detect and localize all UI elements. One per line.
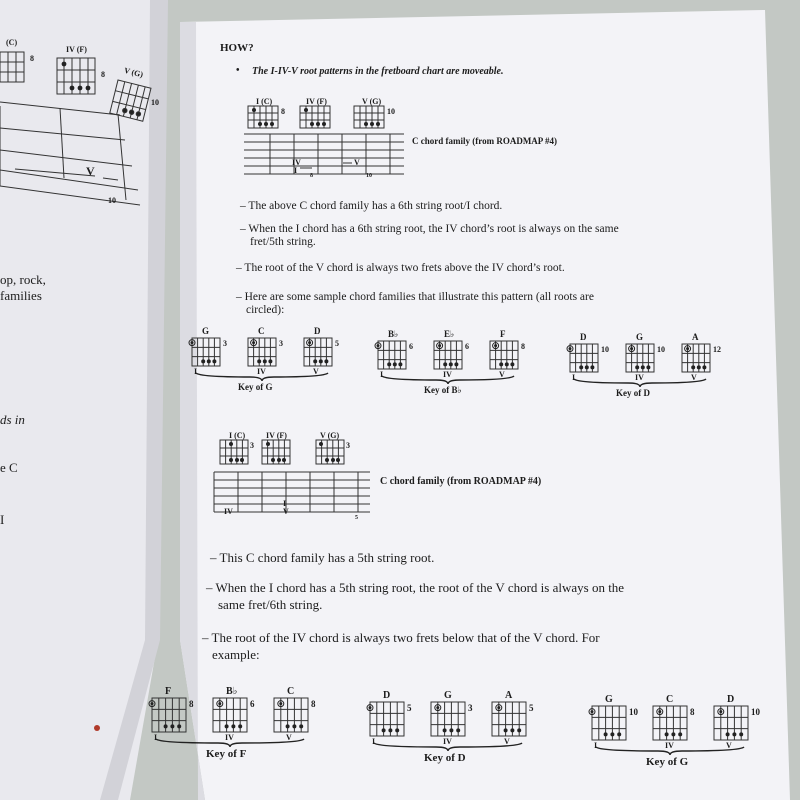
- chord-numeral: I: [594, 741, 598, 750]
- chord-numeral: I: [380, 370, 384, 379]
- chord-fret: 6: [465, 342, 469, 351]
- bullet-text: The I-IV-V root patterns in the fretboard chart are moveable.: [252, 66, 504, 77]
- chord-fret: 10: [601, 345, 609, 354]
- chord-name: B♭: [226, 686, 238, 697]
- top-board-label-v: V: [354, 158, 360, 167]
- chord-diagram-2-1: [653, 706, 687, 740]
- chord-name: E♭: [444, 329, 455, 339]
- top-chord-fret-1: 8: [281, 107, 285, 116]
- chord-name: A: [505, 690, 513, 701]
- chord-name: D: [580, 332, 587, 342]
- chord-numeral: I: [372, 737, 376, 746]
- chord-fret: 6: [409, 342, 413, 351]
- chord-diagram-0-1: [213, 698, 247, 732]
- left-fret-1: 8: [30, 54, 34, 63]
- text-line-2a: – When the I chord has a 6th string root, the IV chord’s root is always on the same: [240, 223, 619, 235]
- key-label: Key of G: [238, 382, 273, 392]
- text-line-7a: – The root of the IV chord is always two frets below that of the V chord. For: [202, 630, 600, 645]
- mid-caption: C chord family (from ROADMAP #4): [380, 476, 542, 487]
- chord-numeral: V: [499, 370, 505, 379]
- chord-name: F: [165, 686, 172, 697]
- top-chord-label-1: I (C): [256, 97, 273, 106]
- chord-fret: 10: [751, 707, 760, 717]
- mid-chord-fret-3: 3: [346, 441, 350, 450]
- chord-fret: 10: [657, 345, 665, 354]
- chord-diagram-2-2: [714, 706, 748, 740]
- top-board-label-i: I: [294, 166, 298, 175]
- chord-name: G: [444, 690, 452, 701]
- chord-numeral: V: [504, 737, 510, 746]
- chord-diagram-1-2: [492, 702, 526, 736]
- text-line-6b: same fret/6th string.: [218, 597, 323, 612]
- left-text-2: families: [0, 288, 42, 303]
- chord-diagram-0-2: [274, 698, 308, 732]
- chord-numeral: I: [154, 733, 158, 742]
- chord-name: B♭: [388, 329, 399, 339]
- chord-numeral: IV: [443, 737, 452, 746]
- chord-numeral: V: [313, 367, 319, 376]
- chord-fret: 5: [335, 339, 339, 348]
- chord-fret: 8: [690, 707, 695, 717]
- key-label: Key of B♭: [424, 385, 462, 395]
- left-label-iv: IV (F): [66, 45, 87, 54]
- bullet-dot: •: [236, 65, 240, 76]
- left-v-label: V: [86, 164, 95, 178]
- chord-fret: 8: [311, 699, 316, 709]
- chord-diagram-1-0: [367, 702, 404, 736]
- chord-name: D: [383, 690, 391, 701]
- mid-board-label-iv: IV: [224, 507, 233, 516]
- chord-diagram-1-1: [431, 702, 465, 736]
- text-line-7b: example:: [212, 647, 260, 662]
- top-chord-label-2: IV (F): [306, 97, 327, 106]
- left-fret-2: 8: [101, 70, 105, 79]
- mid-board-fret-5: 5: [355, 515, 358, 521]
- mid-chord-fret-1: 3: [250, 441, 254, 450]
- chord-numeral: I: [194, 367, 198, 376]
- text-line-2b: fret/5th string.: [250, 236, 316, 248]
- chord-diagram-2-0: [589, 706, 626, 740]
- chord-fret: 8: [521, 342, 525, 351]
- chord-numeral: IV: [257, 367, 266, 376]
- chord-fret: 8: [189, 699, 194, 709]
- chord-name: C: [666, 694, 674, 705]
- text-line-5: – This C chord family has a 5th string root.: [210, 550, 435, 565]
- chord-numeral: IV: [225, 733, 234, 742]
- chord-name: C: [287, 686, 295, 697]
- chord-numeral: V: [286, 733, 292, 742]
- mid-board-label-v: V: [283, 507, 289, 516]
- key-label: Key of D: [424, 752, 466, 764]
- mid-chord-label-1: I (C): [229, 431, 246, 440]
- left-label-v: V (G): [123, 65, 144, 80]
- key-label: Key of D: [616, 388, 650, 398]
- top-board-label-iv: IV: [292, 158, 301, 167]
- top-board-fret-10: 10: [366, 173, 372, 179]
- chord-name: A: [692, 332, 699, 342]
- chord-name: G: [202, 326, 210, 336]
- chord-fret: 5: [407, 703, 412, 713]
- chord-name: G: [636, 332, 644, 342]
- chord-fret: 10: [629, 707, 638, 717]
- chord-numeral: IV: [665, 741, 674, 750]
- mid-chord-label-3: V (G): [320, 431, 340, 440]
- chord-name: G: [605, 694, 613, 705]
- chord-fret: 6: [250, 699, 255, 709]
- text-line-4b: circled):: [246, 304, 285, 316]
- top-chord-fret-3: 10: [387, 107, 395, 116]
- left-text-3: ds in: [0, 412, 25, 427]
- chord-fret: 5: [529, 703, 534, 713]
- chord-numeral: I: [572, 373, 576, 382]
- chord-numeral: IV: [635, 373, 644, 382]
- left-fret-3: 10: [151, 98, 159, 107]
- chord-name: C: [258, 326, 265, 336]
- left-fret-4: 10: [108, 196, 116, 205]
- mid-chord-label-2: IV (F): [266, 431, 287, 440]
- chord-fret: 3: [279, 339, 283, 348]
- chord-numeral: V: [726, 741, 732, 750]
- chord-name: F: [500, 329, 506, 339]
- top-chord-label-3: V (G): [362, 97, 382, 106]
- key-label: Key of G: [646, 756, 689, 768]
- text-line-6a: – When the I chord has a 5th string root, the root of the V chord is always on the: [206, 580, 625, 595]
- top-caption: C chord family (from ROADMAP #4): [412, 136, 558, 146]
- text-line-3: – The root of the V chord is always two frets above the IV chord’s root.: [236, 262, 565, 274]
- chord-numeral: IV: [443, 370, 452, 379]
- chord-fret: 3: [468, 703, 473, 713]
- chord-name: D: [314, 326, 321, 336]
- chord-name: D: [727, 694, 735, 705]
- key-label: Key of F: [206, 748, 247, 760]
- section-heading: HOW?: [220, 42, 254, 54]
- left-text-4: e C: [0, 460, 18, 475]
- chord-numeral: V: [691, 373, 697, 382]
- chord-fret: 3: [223, 339, 227, 348]
- left-text-1: op, rock,: [0, 272, 46, 287]
- left-label-c: (C): [6, 38, 18, 47]
- text-line-1: – The above C chord family has a 6th string root/I chord.: [240, 200, 503, 212]
- chord-fret: 12: [713, 345, 721, 354]
- mid-board-label-i: I: [283, 499, 287, 508]
- left-text-5: I: [0, 512, 5, 527]
- chord-diagram-0-0: [149, 698, 186, 732]
- text-line-4a: – Here are some sample chord families that illustrate this pattern (all roots are: [236, 291, 594, 303]
- top-board-fret-8: 8: [310, 173, 313, 179]
